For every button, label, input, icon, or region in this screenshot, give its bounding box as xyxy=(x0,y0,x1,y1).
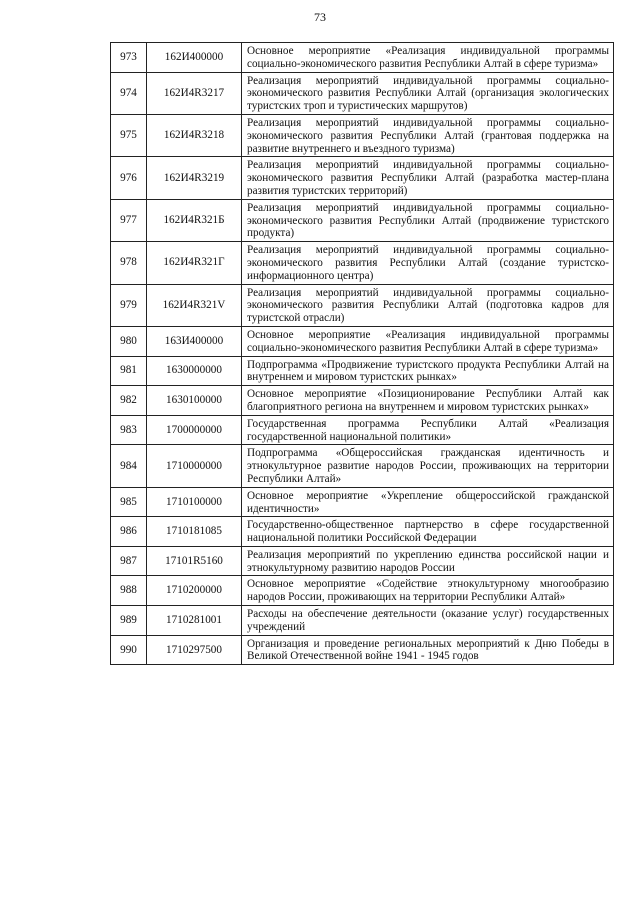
description-cell: Реализация мероприятий индивидуальной программы социально-экономического развития Республики Алтай (продвижение туристского продукта) xyxy=(242,199,614,241)
description-cell: Основное мероприятие «Реализация индивидуальной программы социально-экономического развития Республики Алтай в сфере туризма» xyxy=(242,43,614,73)
target-code-cell: 1710181085 xyxy=(147,517,242,547)
target-code-cell: 162И4R3219 xyxy=(147,157,242,199)
target-code-cell: 1710281001 xyxy=(147,606,242,636)
description-cell: Расходы на обеспечение деятельности (оказание услуг) государственных учреждений xyxy=(242,606,614,636)
description-cell: Основное мероприятие «Позиционирование Республики Алтай как благоприятного региона на внутреннем и мировом туристских рынках» xyxy=(242,386,614,416)
table-row xyxy=(111,43,614,73)
row-number-cell: 980 xyxy=(111,326,147,356)
target-code-cell: 162И4R321V xyxy=(147,284,242,326)
page-number: 73 xyxy=(314,10,326,24)
table-row xyxy=(111,576,614,606)
table-row xyxy=(111,284,614,326)
description-cell: Реализация мероприятий индивидуальной программы социально-экономического развития Республики Алтай (разработка мастер-плана развития туристских территорий) xyxy=(242,157,614,199)
target-code-cell: 163И400000 xyxy=(147,326,242,356)
row-number-cell: 986 xyxy=(111,517,147,547)
table-row xyxy=(111,326,614,356)
description-cell: Государственная программа Республики Алтай «Реализация государственной национальной политики» xyxy=(242,415,614,445)
row-number-cell: 974 xyxy=(111,72,147,114)
row-number-cell: 977 xyxy=(111,199,147,241)
row-number-cell: 975 xyxy=(111,114,147,156)
table-row xyxy=(111,517,614,547)
row-number-cell: 990 xyxy=(111,635,147,665)
target-code-cell: 1710000000 xyxy=(147,445,242,487)
row-number-cell: 987 xyxy=(111,546,147,576)
row-number-cell: 984 xyxy=(111,445,147,487)
row-number-cell: 979 xyxy=(111,284,147,326)
table-row xyxy=(111,546,614,576)
target-code-cell: 17101R5160 xyxy=(147,546,242,576)
row-number-cell: 989 xyxy=(111,606,147,636)
table-body xyxy=(111,43,614,665)
row-number-cell: 973 xyxy=(111,43,147,73)
table-row xyxy=(111,635,614,665)
description-cell: Основное мероприятие «Содействие этнокультурному многообразию народов России, проживающих на территории Республики Алтай» xyxy=(242,576,614,606)
target-code-cell: 162И4R321Г xyxy=(147,242,242,284)
target-code-cell: 1700000000 xyxy=(147,415,242,445)
table-row xyxy=(111,356,614,386)
table-row xyxy=(111,199,614,241)
row-number-cell: 985 xyxy=(111,487,147,517)
description-cell: Реализация мероприятий индивидуальной программы социально-экономического развития Республики Алтай (организация экологических туристских троп и туристических маршрутов) xyxy=(242,72,614,114)
row-number-cell: 981 xyxy=(111,356,147,386)
row-number-cell: 976 xyxy=(111,157,147,199)
table-row xyxy=(111,114,614,156)
table-row xyxy=(111,157,614,199)
description-cell: Подпрограмма «Общероссийская гражданская идентичность и этнокультурное развитие народов России, проживающих на территории Республики Алтай» xyxy=(242,445,614,487)
description-cell: Подпрограмма «Продвижение туристского продукта Республики Алтай на внутреннем и мировом туристских рынках» xyxy=(242,356,614,386)
target-code-cell: 1710297500 xyxy=(147,635,242,665)
table-row xyxy=(111,72,614,114)
target-code-cell: 1710200000 xyxy=(147,576,242,606)
description-cell: Организация и проведение региональных мероприятий к Дню Победы в Великой Отечественной войне 1941 - 1945 годов xyxy=(242,635,614,665)
target-code-cell: 162И4R321Б xyxy=(147,199,242,241)
target-code-cell: 162И4R3218 xyxy=(147,114,242,156)
target-code-cell: 1710100000 xyxy=(147,487,242,517)
description-cell: Реализация мероприятий индивидуальной программы социально-экономического развития Республики Алтай (грантовая поддержка на развитие внутреннего и въездного туризма) xyxy=(242,114,614,156)
table-row xyxy=(111,487,614,517)
table-row xyxy=(111,242,614,284)
description-cell: Реализация мероприятий индивидуальной программы социально-экономического развития Республики Алтай (создание туристско-информационного центра) xyxy=(242,242,614,284)
table-row xyxy=(111,386,614,416)
target-code-cell: 162И400000 xyxy=(147,43,242,73)
target-code-cell: 162И4R3217 xyxy=(147,72,242,114)
description-cell: Реализация мероприятий по укреплению единства российской нации и этнокультурному развитию народов России xyxy=(242,546,614,576)
description-cell: Государственно-общественное партнерство в сфере государственной национальной политики Российской Федерации xyxy=(242,517,614,547)
target-code-cell: 1630000000 xyxy=(147,356,242,386)
row-number-cell: 988 xyxy=(111,576,147,606)
description-cell: Основное мероприятие «Укрепление общероссийской гражданской идентичности» xyxy=(242,487,614,517)
row-number-cell: 983 xyxy=(111,415,147,445)
row-number-cell: 978 xyxy=(111,242,147,284)
table-row xyxy=(111,606,614,636)
table-row xyxy=(111,415,614,445)
description-cell: Реализация мероприятий индивидуальной программы социально-экономического развития Республики Алтай (подготовка кадров для туристской отрасли) xyxy=(242,284,614,326)
target-code-cell: 1630100000 xyxy=(147,386,242,416)
description-cell: Основное мероприятие «Реализация индивидуальной программы социально-экономического развития Республики Алтай в сфере туризма» xyxy=(242,326,614,356)
table-row xyxy=(111,445,614,487)
budget-classification-table xyxy=(110,42,614,665)
row-number-cell: 982 xyxy=(111,386,147,416)
